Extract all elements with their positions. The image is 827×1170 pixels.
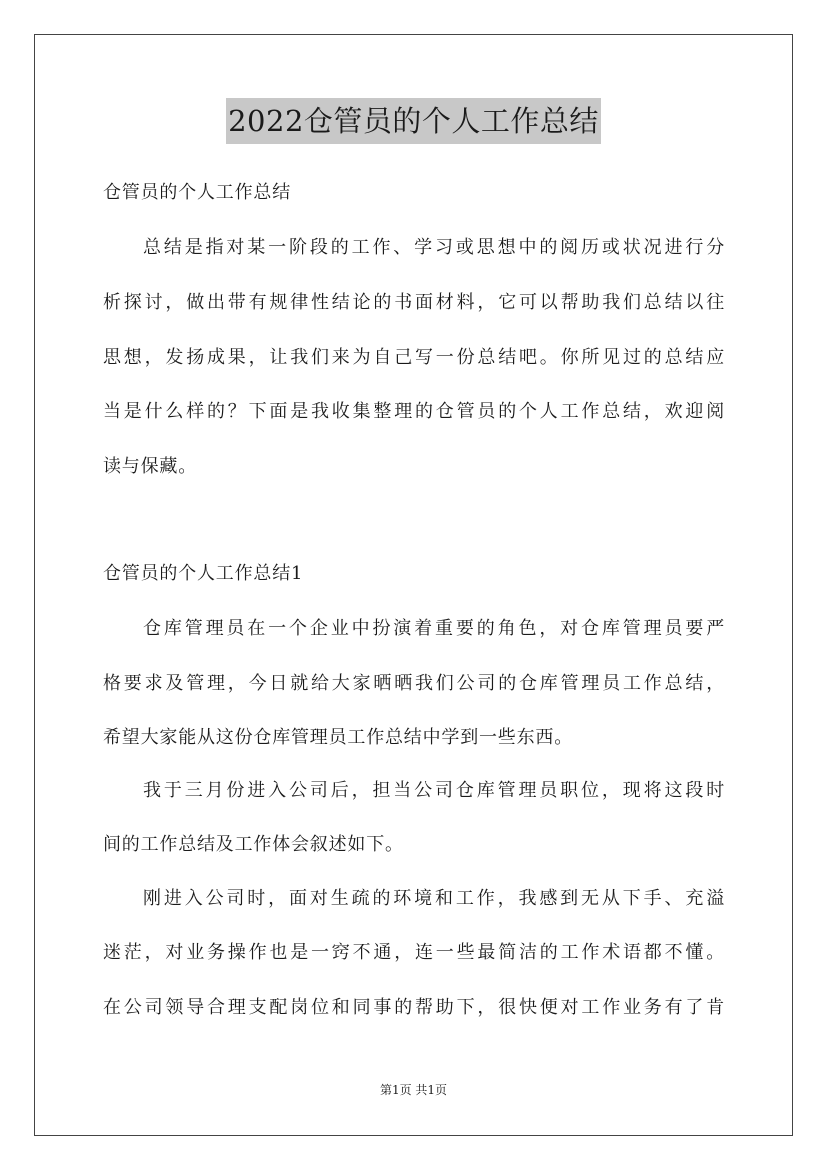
paragraph-line: 迷茫，对业务操作也是一窍不通，连一些最简洁的工作术语都不懂。 <box>103 942 725 963</box>
section-heading: 仓管员的个人工作总结1 <box>103 563 304 584</box>
paragraph-line: 析探讨，做出带有规律性结论的书面材料，它可以帮助我们总结以往 <box>103 292 725 313</box>
paragraph-line: 希望大家能从这份仓库管理员工作总结中学到一些东西。 <box>103 727 573 748</box>
paragraph-line: 当是什么样的？下面是我收集整理的仓管员的个人工作总结，欢迎阅 <box>103 401 725 422</box>
section-heading: 仓管员的个人工作总结 <box>103 182 291 203</box>
paragraph-line: 读与保藏。 <box>103 456 197 477</box>
paragraph-line: 格要求及管理，今日就给大家晒晒我们公司的仓库管理员工作总结， <box>103 673 725 694</box>
paragraph-line: 总结是指对某一阶段的工作、学习或思想中的阅历或状况进行分 <box>143 237 725 258</box>
paragraph-line: 我于三月份进入公司后，担当公司仓库管理员职位，现将这段时 <box>143 780 725 801</box>
paragraph-line: 间的工作总结及工作体会叙述如下。 <box>103 834 404 855</box>
paragraph-line: 刚进入公司时，面对生疏的环境和工作，我感到无从下手、充溢 <box>143 888 725 909</box>
page-footer: 第1页 共1页 <box>379 1083 448 1097</box>
paragraph-line: 在公司领导合理支配岗位和同事的帮助下，很快便对工作业务有了肯 <box>103 997 725 1018</box>
paragraph-line: 思想，发扬成果，让我们来为自己写一份总结吧。你所见过的总结应 <box>103 347 725 368</box>
document-title: 2022仓管员的个人工作总结 <box>226 98 601 144</box>
title-container <box>0 98 827 144</box>
paragraph-line: 仓库管理员在一个企业中扮演着重要的角色，对仓库管理员要严 <box>143 618 725 639</box>
